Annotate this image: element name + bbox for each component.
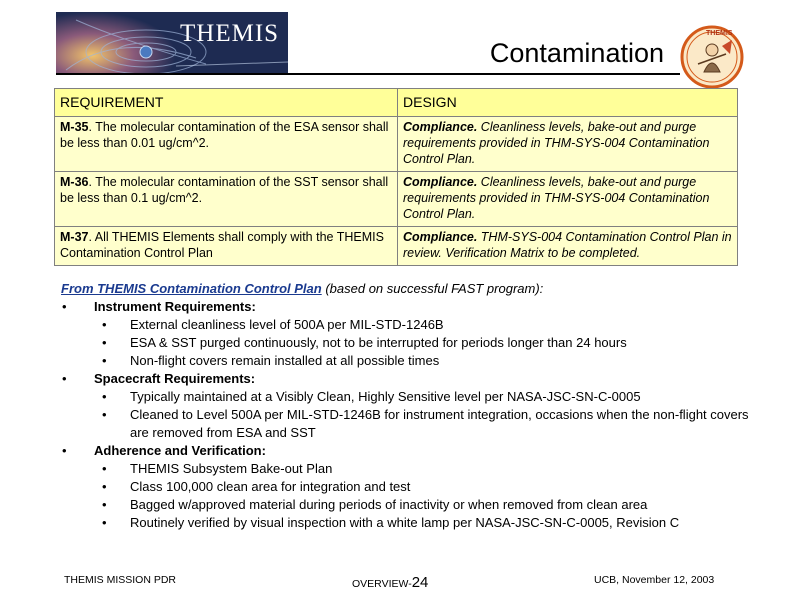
mascot-label: THEMIS (706, 30, 733, 37)
banner-logo-text: THEMIS (180, 20, 280, 47)
footer-page (352, 574, 428, 591)
design-cell (398, 117, 738, 172)
plan-heading (61, 280, 761, 298)
requirement-id: M-35 (60, 120, 89, 134)
design-text: Cleanliness levels, bake-out and purge requirements provided in THM-SYS-004 Contamination Control Plan. (403, 175, 710, 221)
requirement-id: M-37 (60, 230, 89, 244)
sub-list (94, 388, 761, 442)
design-cell (398, 172, 738, 227)
design-lead: Compliance. (403, 175, 478, 189)
requirement-text: . The molecular contamination of the SST sensor shall be less than 0.1 ug/cm^2. (60, 175, 389, 205)
list-item: • THEMIS Subsystem Bake-out Plan (94, 460, 761, 478)
plan-heading-title: From THEMIS Contamination Control Plan (61, 281, 322, 296)
title-divider (56, 73, 680, 75)
design-cell (398, 227, 738, 266)
sub-list (94, 316, 761, 370)
requirements-table (54, 88, 738, 266)
themis-mascot-logo (680, 24, 744, 90)
design-lead: Compliance. (403, 230, 478, 244)
design-lead: Compliance. (403, 120, 478, 134)
section-title: Instrument Requirements: (94, 299, 256, 314)
section-title: Adherence and Verification: (94, 443, 266, 458)
design-text: Cleanliness levels, bake-out and purge requirements provided in THM-SYS-004 Contamination Control Plan. (403, 120, 710, 166)
list-item (61, 370, 761, 442)
footer-date: UCB, November 12, 2003 (594, 574, 715, 586)
list-item: • Non-flight covers remain installed at all possible times (94, 352, 761, 370)
requirement-cell (55, 227, 398, 266)
plan-section-list (61, 298, 761, 532)
list-item: • ESA & SST purged continuously, not to be interrupted for periods longer than 24 hours (94, 334, 761, 352)
slide-title: Contamination (489, 38, 664, 68)
footer-page-label: OVERVIEW- (352, 578, 412, 590)
section-title: Spacecraft Requirements: (94, 371, 256, 386)
requirement-text: . All THEMIS Elements shall comply with the THEMIS Contamination Control Plan (60, 230, 384, 260)
sub-list (94, 460, 761, 532)
list-item: • Class 100,000 clean area for integration and test (94, 478, 761, 496)
table-row (55, 172, 738, 227)
list-item: • Cleaned to Level 500A per MIL-STD-1246B for instrument integration, occasions when the non-flight covers are removed from ESA and SST (94, 406, 761, 442)
footer-mission: THEMIS MISSION PDR (64, 574, 177, 586)
themis-banner-logo (56, 12, 288, 74)
list-item (61, 442, 761, 532)
list-item: • Bagged w/approved material during periods of inactivity or when removed from clean area (94, 496, 761, 514)
control-plan-section (61, 280, 761, 532)
design-text: THM-SYS-004 Contamination Control Plan in review. Verification Matrix to be completed. (403, 230, 732, 260)
list-item: • Routinely verified by visual inspection with a white lamp per NASA-JSC-SN-C-0005, Revision C (94, 514, 761, 532)
requirement-cell (55, 117, 398, 172)
header-design: DESIGN (398, 89, 738, 117)
table-row (55, 117, 738, 172)
requirement-text: . The molecular contamination of the ESA sensor shall be less than 0.01 ug/cm^2. (60, 120, 389, 150)
plan-heading-note: (based on successful FAST program): (321, 281, 544, 296)
header-requirement: REQUIREMENT (55, 89, 398, 117)
footer-page-number: 24 (411, 574, 429, 591)
requirement-cell (55, 172, 398, 227)
table-row (55, 227, 738, 266)
table-header-row (55, 89, 738, 117)
list-item (61, 298, 761, 370)
list-item: • Typically maintained at a Visibly Clean, Highly Sensitive level per NASA-JSC-SN-C-0005 (94, 388, 761, 406)
list-item: • External cleanliness level of 500A per MIL-STD-1246B (94, 316, 761, 334)
requirement-id: M-36 (60, 175, 89, 189)
